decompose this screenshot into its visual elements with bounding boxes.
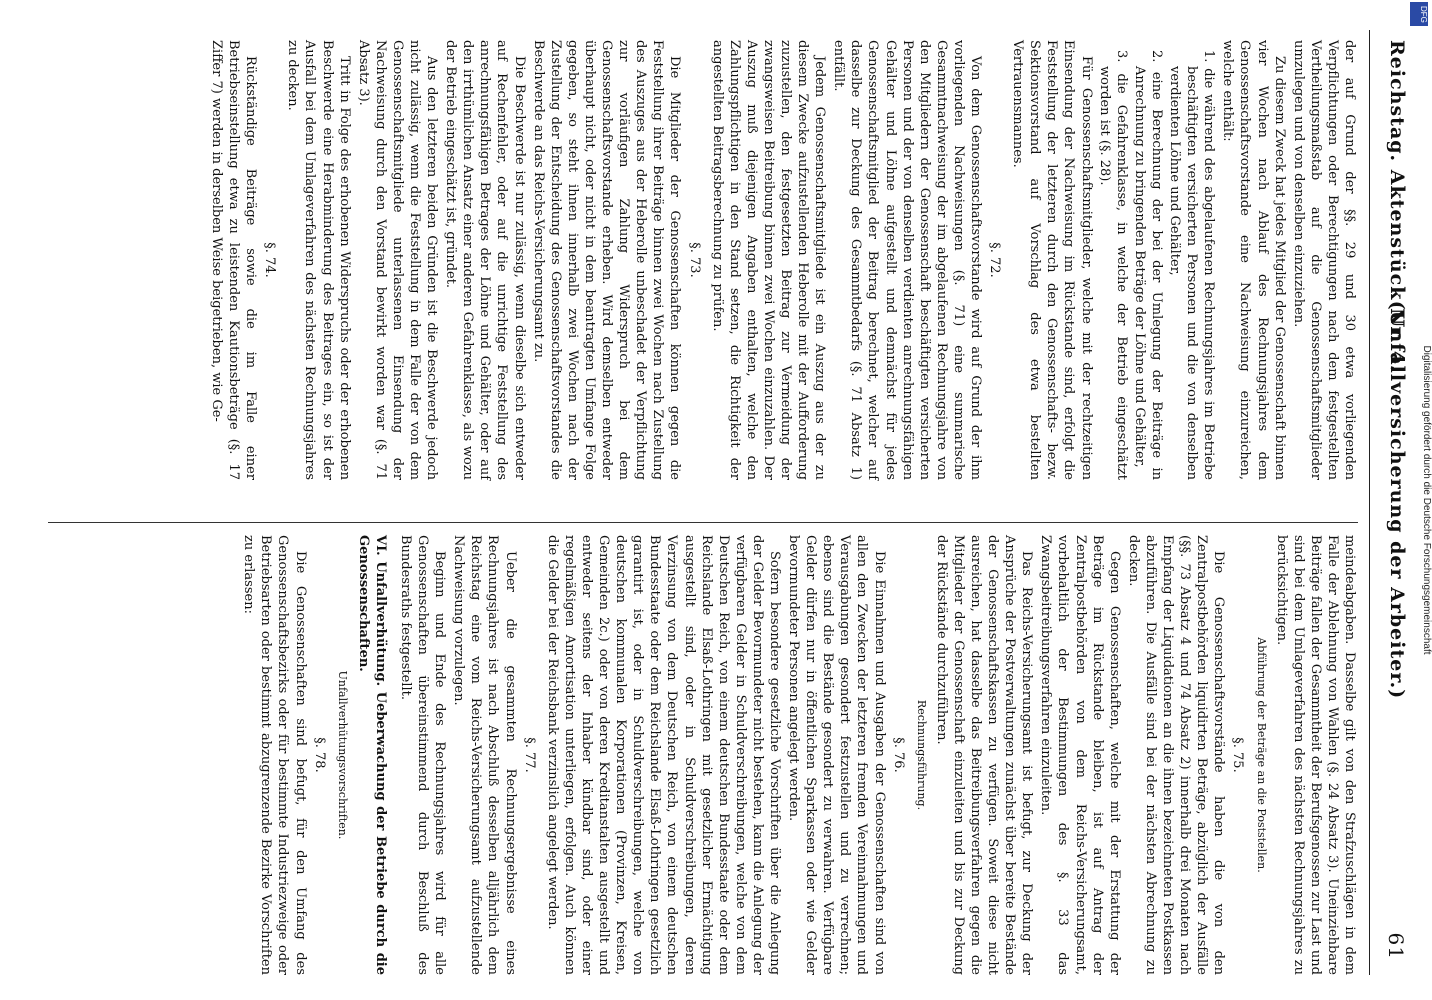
list-item: 2. eine Berechnung der bei der Umlegung der Beiträge in Anrechnung zu bringenden Beträge der Löhne und Gehälter, xyxy=(1131,50,1164,480)
page-number: 61 xyxy=(1384,932,1408,960)
section-number: §. 74. xyxy=(262,242,278,278)
section-number: §. 75. xyxy=(1230,737,1246,773)
paragraph: Tritt in Folge des erhobenen Widerspruchs oder der erhobenen Beschwerde eine Herabminderung des Beitrages ein, so ist der Ausfall bei dem Umlageverfahren des nächsten Rechnungsjahres zu decken. xyxy=(285,40,352,480)
paragraph: Von dem Genossenschaftsvorstande wird auf Grund der ihm vorliegenden Nachweisungen (§. 71) eine summarische Gesammtnachweisung der im abgelaufenen Rechnungsjahre von den Mitgliedern der Genossenschaft beschäftigten versicherten Personen und der von denselben verdienten anrechnungsfähigen Gehälter und Löhne aufgestellt und demnächst für jedes Genossenschaftsmitglied der Beitrag berechnet, welcher auf dasselbe zur Deckung des Gesammtbedarfs (§. 71 Absatz 1) entfällt. xyxy=(831,40,984,480)
list-item: 3. die Gefahrenklasse, in welche der Betrieb eingeschätzt worden ist (§. 28). xyxy=(1096,50,1129,480)
section-number: §. 73. xyxy=(686,242,702,278)
paragraph: Das Reichs-Versicherungsamt ist befugt, zur Deckung der Ansprüche der Postverwaltungen zunächst über bereite Bestände der Genossenschaftskassen zu verfügen. Soweit diese nicht ausreichen, hat dasselbe das Beitreibungsverfahren gegen die Mitglieder der Genossenschaft einzuleiten und bis zur Deckung der Rückstände durchzuführen. xyxy=(933,535,1035,975)
paragraph: Für Genossenschaftsmitglieder, welche mit der rechtzeitigen Einsendung der Nachweisung im Rückstande sind, erfolgt die Feststellung der letzteren durch den Genossenschafts- bezw. Sektionsvorstand auf Vorschlag des etwa bestellten Vertrauensmannes. xyxy=(1010,40,1094,480)
paragraph: Gegen Genossenschaften, welche mit der Erstattung der Beträge im Rückstande bleiben, ist auf Antrag der Zentralpostbehörden von dem Reichs-Versicherungsamt, vorbehaltlich der Bestimmungen des §. 33 das Zwangsbeitreibungsverfahren einzuleiten. xyxy=(1038,535,1122,975)
header-rule xyxy=(1369,30,1370,975)
section-number: §. 72. xyxy=(987,242,1003,278)
chapter-heading: VI. Unfallverhütung. Ueberwachung der Betriebe durch die Genossenschaften. xyxy=(355,535,388,975)
paragraph: der auf Grund der §§. 29 und 30 etwa vorliegenden Verpflichtungen oder Berechtigungen nach dem festgestellten Vertheilungsmaßstab auf die Genossenschaftsmitglieder umzulegen und von denselben einzuziehen. xyxy=(1290,40,1357,480)
paragraph: Rückständige Beiträge sowie die im Falle einer Betriebseinstellung etwa zu leistenden Kautionsbeträge (§. 17 Ziffer 7) werden in derselben Weise beigetrieben, wie Ge- xyxy=(209,40,259,480)
paragraph: Zu diesem Zweck hat jedes Mitglied der Genossenschaft binnen vier Wochen nach Ablauf des Rechnungsjahres dem Genossenschaftsvorstande eine Nachweisung einzureichen, welche enthält: xyxy=(1220,40,1287,480)
paragraph: meindeabgaben. Dasselbe gilt von den Strafzuschlägen in dem Falle der Ablehnung von Wahlen (§. 24 Absatz 3). Uneinziehbare Beiträge fallen der Gesammtheit der Berufsgenossen zur Last und sind bei dem Umlageverfahren des nächsten Rechnungsjahres zu berücksichtigen. xyxy=(1273,535,1357,975)
rotated-document-page xyxy=(16,0,1416,1000)
list-item: 1. die während des abgelaufenen Rechnungsjahres im Betriebe beschäftigten versicherten Personen und die von denselben verdienten Löhne und Gehälter, xyxy=(1167,50,1217,480)
paragraph: Die Beschwerde ist nur zulässig, wenn dieselbe sich entweder auf Rechenfehler, oder auf die unrichtige Feststellung des anrechnungsfähigen Betrages der Löhne und Gehälter, oder auf den irrthümlichen Ansatz einer anderen Gefahrenklasse, als wozu der Betrieb eingeschätzt ist, gründet. xyxy=(443,40,527,480)
section-number: §. 78. xyxy=(311,737,327,773)
paragraph: Die Mitglieder der Genossenschaften können gegen die Feststellung ihrer Beiträge binnen zwei Wochen nach Zustellung des Auszuges aus der Heberolle unbeschadet der Verpflichtung zur vorläufigen Zahlung Widerspruch bei dem Genossenschaftsvorstande erheben. Wird demselben entweder überhaupt nicht, oder nicht in dem beantragten Umfange Folge gegeben, so steht ihnen innerhalb zwei Wochen nach der Zustellung der Entscheidung des Genossenschaftsvorstandes die Beschwerde an das Reichs-Versicherungsamt zu. xyxy=(530,40,683,480)
paragraph: Jedem Genossenschaftsmitgliede ist ein Auszug aus der zu diesem Zwecke aufzustellenden Heberolle mit der Aufforderung zuzustellen, den festgesetzten Beitrag zur Vermeidung der zwangsweisen Beitreibung binnen zwei Wochen einzuzahlen. Der Auszug muß diejenigen Angaben enthalten, welche den Zahlungspflichtigen in den Stand setzen, die Richtigkeit der angestellten Beitragsberechnung zu prüfen. xyxy=(709,40,828,480)
paragraph: Die Einnahmen und Ausgaben der Genossenschaften sind von allen den Zwecken der letzteren fremden Vereinnahmungen und Verausgabungen gesondert festzustellen und zu verrechnen; ebenso sind die Bestände gesondert zu verwahren. Verfügbare Gelder dürfen nur in öffentlichen Sparkassen oder wie Gelder bevormundeter Personen angelegt werden. xyxy=(786,535,887,975)
section-subtitle: Unfallverhütungsvorschriften. xyxy=(335,670,349,840)
dfg-stamp: DFG xyxy=(1410,2,1428,26)
paragraph: Sofern besondere gesetzliche Vorschriften über die Anlegung der Gelder Bevormundeter nicht bestehen, kann die Anlegung der verfügbaren Gelder in Schuldverschreibungen, welche von dem Deutschen Reich, von einem deutschen Bundesstaate oder dem Reichslande Elsaß-Lothringen mit gesetzlicher Ermächtigung ausgestellt sind, oder in Schuldverschreibungen, deren Verzinsung von dem Deutschen Reich, von einem deutschen Bundesstaate oder dem Reichslande Elsaß-Lothringen gesetzlich garantirt ist, oder in Schuldverschreibungen, welche von deutschen kommunalen Korporationen (Provinzen, Kreisen, Gemeinden 2c.) oder von deren Kreditanstalten ausgestellt und entweder seitens der Inhaber kündbar sind, oder einer regelmäßigen Amortisation unterliegen, erfolgen. Auch können die Gelder bei der Reichsbank verzinslich angelegt werden. xyxy=(544,535,782,975)
paragraph: Die Genossenschaften sind befugt, für den Umfang des Genossenschaftsbezirks oder für bestimmte Industriezweige oder Betriebsarten oder bestimmt abzugrenzende Bezirke Vorschriften zu erlassen: xyxy=(241,535,308,975)
left-column xyxy=(206,40,1358,480)
paragraph: Beginn und Ende des Rechnungsjahres wird für alle Genossenschaften übereinstimmend durch Beschluß des Bundesraths festgestellt. xyxy=(398,535,448,975)
section-number: §. 76. xyxy=(890,737,906,773)
page-header xyxy=(1368,0,1408,1000)
paragraph: Aus den letzteren beiden Gründen ist die Beschwerde jedoch nicht zulässig, wenn die Feststellung in dem Falle der von dem Genossenschaftsmitgliede unterlassenen Einsendung der Nachweisung durch den Vorstand bewirkt worden war (§. 71 Absatz 3). xyxy=(355,40,440,480)
column-divider xyxy=(48,522,1358,523)
section-subtitle: Abführung der Beträge an die Poststellen. xyxy=(1254,637,1268,873)
digitization-footer: Digitalisierung gefördert durch die Deutsche Forschungsgemeinschaft xyxy=(1421,345,1432,655)
right-column xyxy=(238,535,1358,975)
header-center: (Unfallversicherung der Arbeiter.) xyxy=(1386,300,1408,700)
header-left: Reichstag. Aktenstück Nr. 4. xyxy=(1386,40,1408,373)
section-number: §. 77. xyxy=(521,737,537,773)
section-subtitle: Rechnungsführung. xyxy=(914,699,928,811)
paragraph: Ueber die gesammten Rechnungsergebnisse eines Rechnungsjahres ist nach Abschluß desselben alljährlich dem Reichstag eine vom Reichs-Versicherungsamt aufzustellende Nachweisung vorzulegen. xyxy=(451,535,518,975)
paragraph: Die Genossenschaftsvorstände haben die von den Zentralpostbehörden liquidirten Beträge, abzüglich der Ausfälle (§§. 73 Absatz 4 und 74 Absatz 2) innerhalb drei Monaten nach Empfang der Liquidationen an die ihnen bezeichneten Postkassen abzuführen. Die Ausfälle sind bei der nächsten Abrechnung zu decken. xyxy=(1125,535,1227,975)
